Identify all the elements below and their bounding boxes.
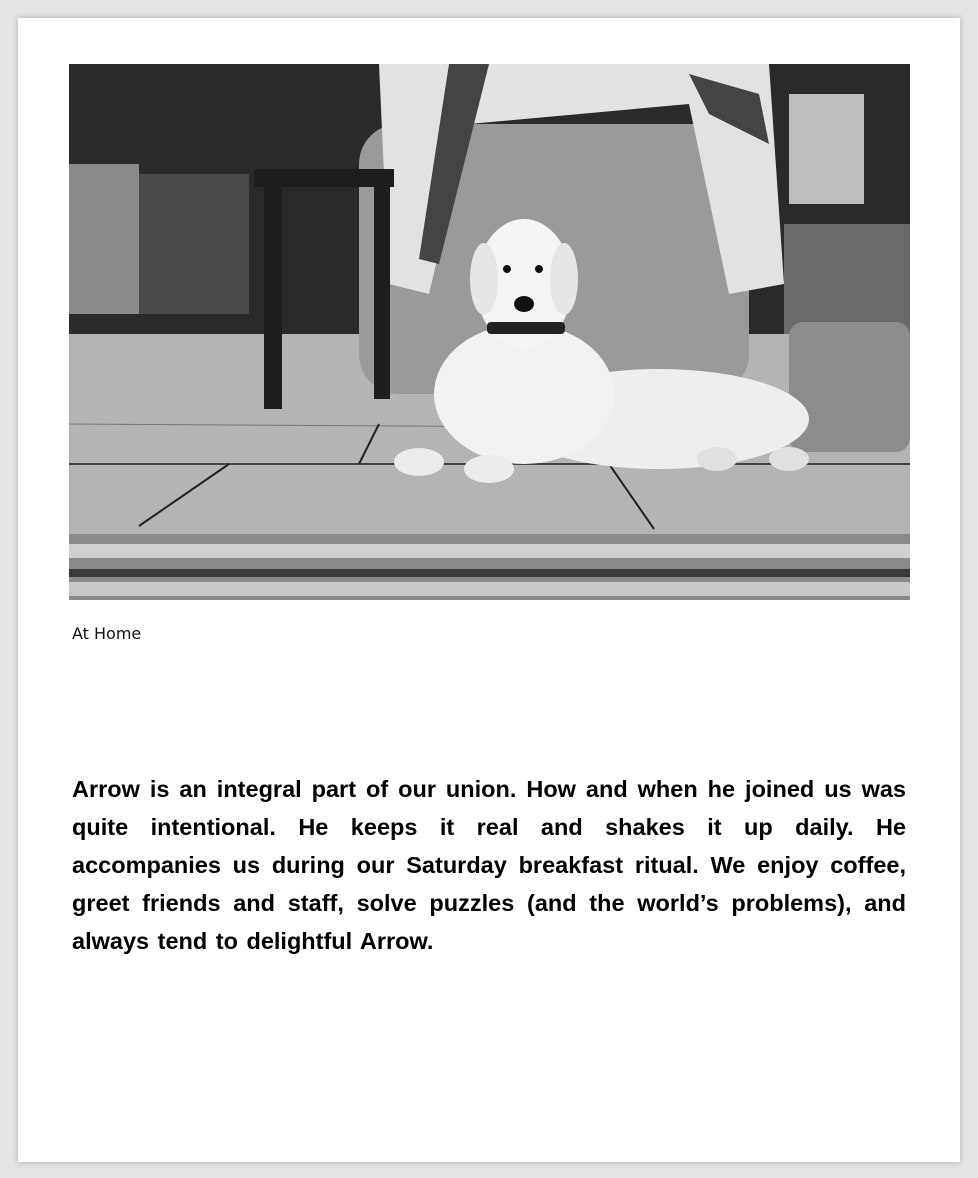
body-paragraph: Arrow is an integral part of our union. How and when he joined us was quite intentional. He keeps it real and shakes it up daily. He accompanies us during our Saturday breakfast ritual. We enjoy coffee, greet friends and staff, solve puzzles (and the world’s problems), and always tend to delightful Arrow.: [72, 776, 906, 954]
photo-caption: At Home: [72, 624, 142, 643]
document-page: [18, 18, 960, 1162]
photo-illustration: [69, 64, 910, 600]
dog-photo: [69, 64, 910, 600]
